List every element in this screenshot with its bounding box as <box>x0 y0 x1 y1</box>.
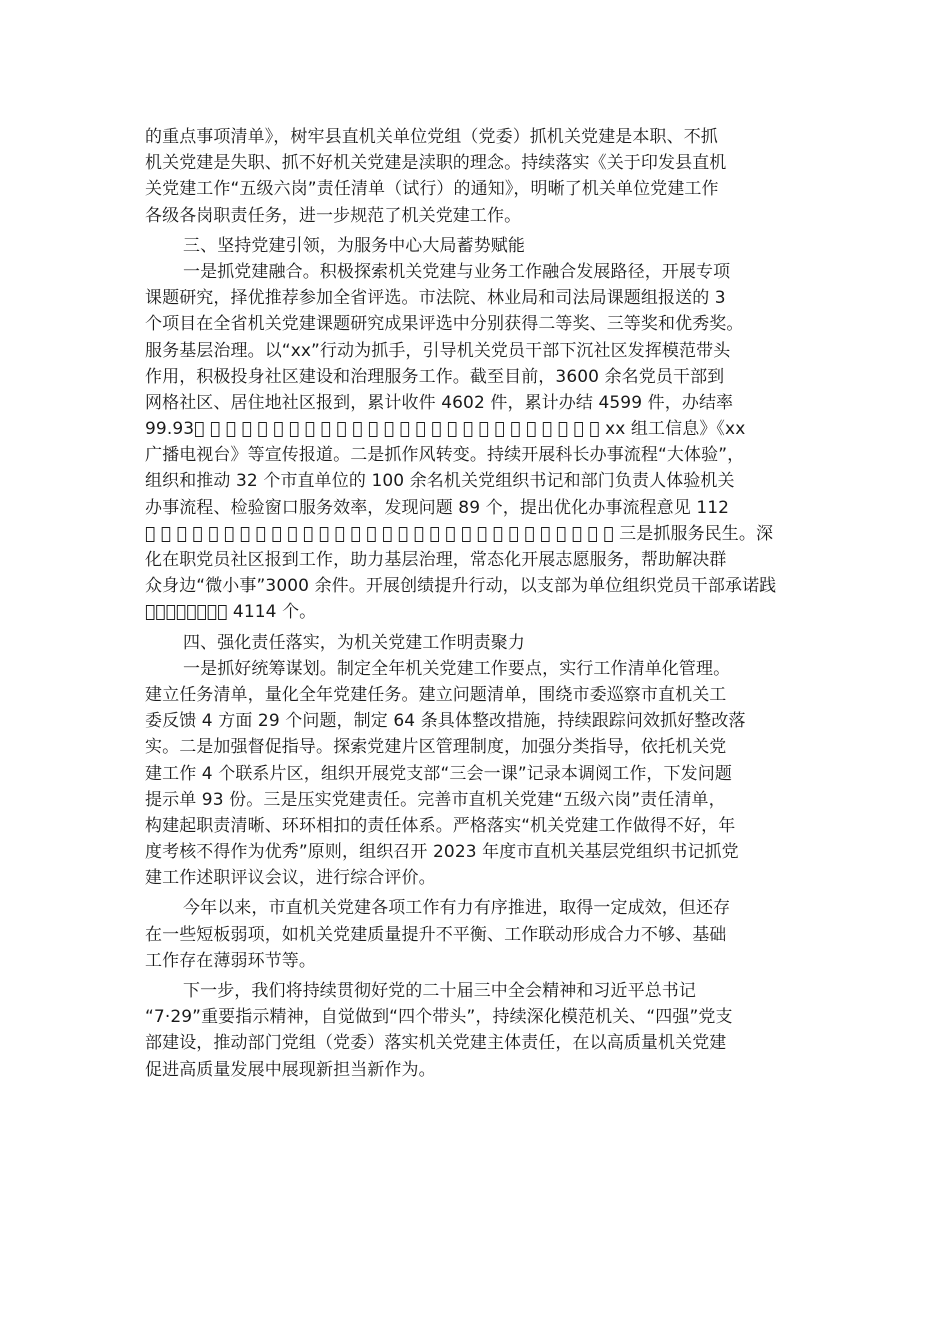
text-line: 建工作述职评议会议，进行综合评价。 <box>145 868 436 889</box>
text-line: 化在职党员社区报到工作，助力基层治理，常态化开展志愿服务，帮助解决群 <box>145 550 727 570</box>
text-line: 99.93                                                    xx 组工信息》《xx <box>145 419 746 440</box>
text-line: 建工作 4 个联系片区，组织开展党支部“三会一课”记录本调阅工作，下发问题 <box>145 763 732 784</box>
text-line: 促进高质量发展中展现新担当新作为。 <box>145 1059 436 1080</box>
text-line: 度考核不得作为优秀”原则，组织召开 2023 年度市直机关基层党组织书记抓党 <box>145 842 739 863</box>
text-line:          4114 个。 <box>145 602 317 623</box>
document-page <box>145 124 805 1083</box>
text-line: 课题研究，择优推荐参加全省评选。市法院、林业局和司法局课题组报送的 3 <box>145 288 726 309</box>
text-line: 工作存在薄弱环节等。 <box>145 950 316 971</box>
text-line: 各级各岗职责任务，进一步规范了机关党建工作。 <box>145 205 522 226</box>
text-line: “7·29”重要指示精神，自觉做到“四个带头”，持续深化模范机关、“四强”党支 <box>145 1007 733 1028</box>
text-line: 作用，积极投身社区建设和治理服务工作。截至目前，3600 余名党员干部到 <box>145 366 725 387</box>
text-line: 委反馈 4 方面 29 个问题，制定 64 条具体整改措施，持续跟踪问效抓好整改落 <box>145 711 746 732</box>
document-body <box>145 124 805 1083</box>
text-line: 办事流程、检验窗口服务效率，发现问题 89 个，提出优化办事流程意见 112 <box>145 497 730 518</box>
text-line: 广播电视台》等宣传报道。二是抓作风转变。持续开展科长办事流程“大体验”， <box>145 445 745 466</box>
paragraph-first-line: 三、坚持党建引领，为服务中心大局蓄势赋能 <box>183 235 525 256</box>
paragraph-first-line: 下一步，我们将持续贯彻好党的二十届三中全会精神和习近平总书记 <box>183 981 696 1001</box>
text-line: 众身边“微小事”3000 余件。开展创绩提升行动，以支部为单位组织党员干部承诺践 <box>145 576 777 597</box>
paragraph-first-line: 一是抓好统筹谋划。制定全年机关党建工作要点，实行工作清单化管理。 <box>183 658 731 679</box>
text-line: 建立任务清单，量化全年党建任务。建立问题清单，围绕市委巡察市直机关工 <box>145 684 727 705</box>
text-line: 提示单 93 份。三是压实党建责任。完善市直机关党建“五级六岗”责任清单， <box>145 789 726 810</box>
paragraph-first-line: 今年以来，市直机关党建各项工作有力有序推进，取得一定成效，但还存 <box>183 898 731 919</box>
text-line: 网格社区、居住地社区报到，累计收件 4602 件，累计办结 4599 件，办结率 <box>145 392 734 413</box>
text-line: 机关党建是失职、抓不好机关党建是渎职的理念。持续落实《关于印发县直机 <box>145 153 727 174</box>
text-line: 服务基层治理。以“xx”行动为抓手，引导机关党员干部下沉社区发挥模范带头 <box>145 340 731 361</box>
text-line: 在一些短板弱项，如机关党建质量提升不平衡、工作联动形成合力不够、基础 <box>145 924 727 945</box>
text-line:                                                             三是抓服务民生。深 <box>145 523 774 544</box>
text-line: 个项目在全省机关党建课题研究成果评选中分别获得二等奖、三等奖和优秀奖。 <box>145 314 744 335</box>
text-line: 关党建工作“五级六岗”责任清单（试行）的通知》，明晰了机关单位党建工作 <box>145 179 719 200</box>
text-line: 组织和推动 32 个市直单位的 100 余名机关党组织书记和部门负责人体验机关 <box>145 471 735 492</box>
paragraph-first-line: 一是抓党建融合。积极探索机关党建与业务工作融合发展路径，开展专项 <box>183 261 731 282</box>
text-line: 实。二是加强督促指导。探索党建片区管理制度，加强分类指导，依托机关党 <box>145 737 727 758</box>
text-line: 构建起职责清晰、环环相扣的责任体系。严格落实“机关党建工作做得不好，年 <box>145 815 736 836</box>
text-line: 部建设，推动部门党组（党委）落实机关党建主体责任，在以高质量机关党建 <box>145 1033 727 1054</box>
paragraph-first-line: 四、强化责任落实，为机关党建工作明责聚力 <box>183 632 525 653</box>
text-line: 的重点事项清单》，树牢县直机关单位党组（党委）抓机关党建是本职、不抓 <box>145 127 718 147</box>
